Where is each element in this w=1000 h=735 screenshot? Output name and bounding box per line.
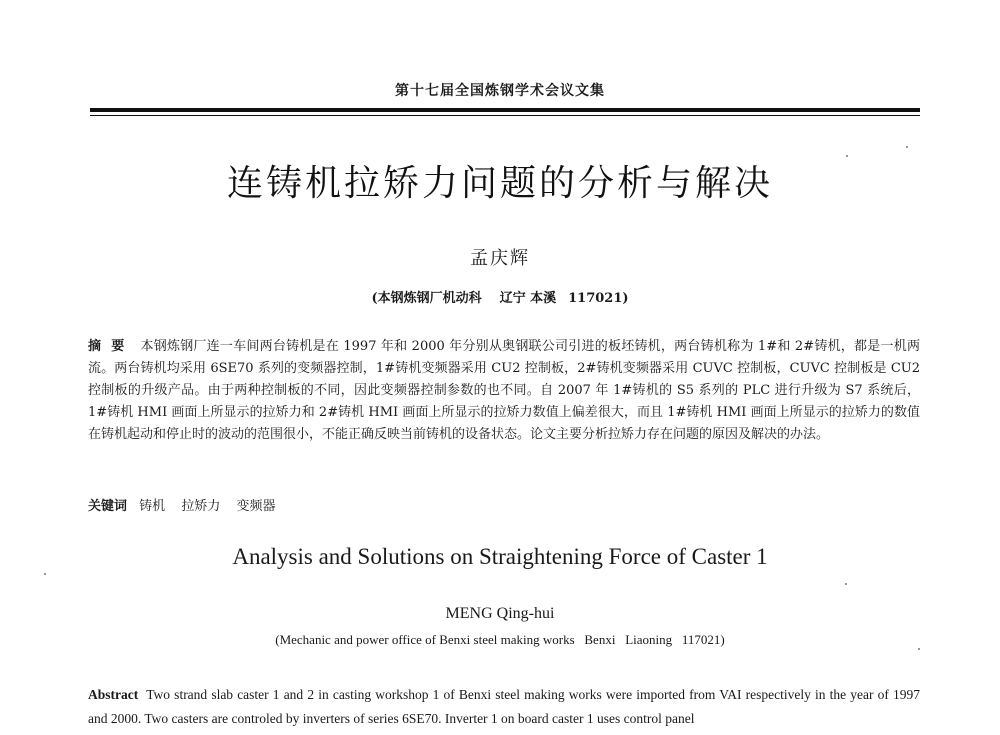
affiliation-cn-location: 辽宁 本溪 <box>499 291 557 306</box>
author-cn: 孟庆辉 <box>470 248 530 269</box>
keyword-2: 拉矫力 <box>181 499 221 514</box>
running-header: 第十七届全国炼钢学术会议文集 <box>395 83 605 99</box>
abstract-cn-label: 摘要 <box>88 339 135 354</box>
abstract-cn <box>88 336 920 446</box>
abstract-cn-text: 本钢炼钢厂连一车间两台铸机是在 1997 年和 2000 年分别从奥钢联公司引进的板坯铸机，两台铸机称为 1#和 2#铸机，都是一机两流。两台铸机均采用 6SE70 系列的变频器控制，1#铸机变频器采用 CU2 控制板，2#铸机变频器采用 CUVC 控制板，CUVC 控制板是 CU2 控制板的升级产品。由于两种控制板的不同，因此变频器控制参数的也不同。自 2007 年 1#铸机的 S5 系列的 PLC 进行升级为 S7 系统后，1#铸机 HMI 画面上所显示的拉矫力和 2#铸机 HMI 画面上所显示的拉矫力数值上偏差很大，而且 1#铸机 HMI 画面上所显示的拉矫力的数值在铸机起动和停止时的波动的范围很小，不能正确反映当前铸机的设备状态。论文主要分析拉矫力存在问题的原因及解决的办法。 <box>88 339 920 442</box>
scan-speck <box>845 583 847 585</box>
affiliation-cn-org: (本钢炼钢厂机动科 <box>371 291 482 306</box>
keywords-cn <box>88 496 920 518</box>
keyword-1: 铸机 <box>139 499 166 514</box>
affiliation-cn <box>0 287 1000 306</box>
author-en: MENG Qing-hui <box>445 605 555 622</box>
abstract-en-text: Two strand slab caster 1 and 2 in casting workshop 1 of Benxi steel making works were imported from VAI respectively in the year of 1997 and 2000. Two casters are controled by inverters of series 6SE70. Inverter 1 on board caster 1 uses control panel <box>88 687 920 726</box>
paper-title-en: Analysis and Solutions on Straightening Force of Caster 1 <box>232 544 768 569</box>
keywords-cn-label: 关键词 <box>88 499 128 514</box>
scan-speck <box>906 146 908 148</box>
scan-speck <box>918 648 920 650</box>
scan-speck <box>44 573 46 575</box>
abstract-en <box>88 683 920 731</box>
scan-speck <box>846 155 848 157</box>
affiliation-en: (Mechanic and power office of Benxi steel making works Benxi Liaoning 117021) <box>275 632 725 647</box>
header-rule-thick <box>90 108 920 112</box>
header-rule-thin <box>90 115 920 116</box>
paper-title-cn: 连铸机拉矫力问题的分析与解决 <box>226 163 773 204</box>
affiliation-cn-postcode: 117021) <box>568 291 629 306</box>
keyword-3: 变频器 <box>236 499 276 514</box>
abstract-en-label: Abstract <box>88 687 139 702</box>
